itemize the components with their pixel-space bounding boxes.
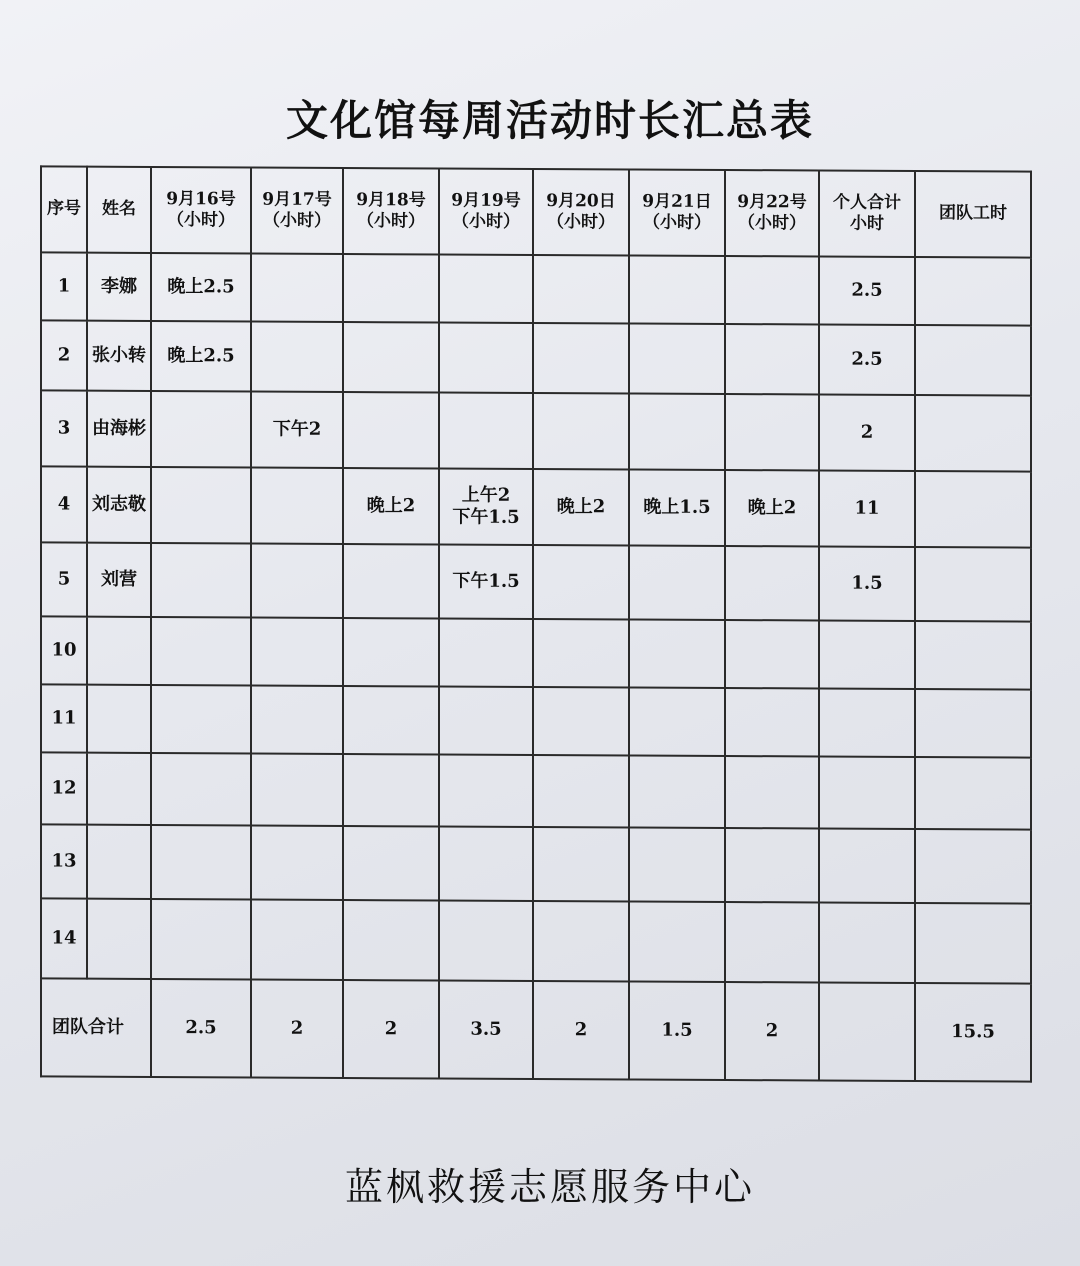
cell-sep21 bbox=[629, 323, 725, 394]
cell-sep17: 下午2 bbox=[251, 392, 343, 468]
cell-team-hours bbox=[915, 395, 1031, 472]
table-row bbox=[41, 616, 1031, 689]
cell-sep20 bbox=[533, 687, 629, 756]
cell-sep18 bbox=[343, 544, 439, 619]
cell-sep18 bbox=[343, 826, 439, 901]
cell-personal-total bbox=[819, 620, 915, 689]
cell-sep18 bbox=[343, 754, 439, 827]
header-sep18: 9月18号 （小时） bbox=[343, 168, 439, 255]
header-name: 姓名 bbox=[87, 167, 151, 253]
table-row bbox=[41, 824, 1031, 903]
cell-sep20 bbox=[533, 827, 629, 902]
cell-sep17 bbox=[251, 618, 343, 686]
total-sep16: 2.5 bbox=[151, 979, 251, 1078]
cell-sep16 bbox=[151, 391, 251, 468]
cell-sep16: 晚上2.5 bbox=[151, 321, 251, 392]
cell-sep22 bbox=[725, 828, 819, 902]
cell-team-hours bbox=[915, 903, 1031, 984]
cell-sep16 bbox=[151, 899, 251, 980]
total-personal bbox=[819, 982, 915, 1081]
cell-sep20 bbox=[533, 545, 629, 620]
cell-sep20 bbox=[533, 323, 629, 394]
cell-sep16 bbox=[151, 543, 251, 618]
cell-sep18 bbox=[343, 618, 439, 687]
organization-name: 蓝枫救援志愿服务中心 bbox=[344, 1165, 755, 1209]
row-seq: 10 bbox=[41, 616, 87, 684]
cell-sep17 bbox=[251, 900, 343, 980]
row-seq: 1 bbox=[41, 252, 87, 320]
table-row bbox=[41, 684, 1031, 757]
cell-sep17 bbox=[251, 686, 343, 754]
cell-sep16 bbox=[151, 825, 251, 900]
cell-sep20 bbox=[533, 393, 629, 470]
row-name: 刘营 bbox=[87, 543, 151, 617]
cell-sep17 bbox=[251, 544, 343, 618]
row-seq: 4 bbox=[41, 466, 87, 542]
header-sep17: 9月17号 （小时） bbox=[251, 168, 343, 254]
table-row bbox=[41, 542, 1031, 621]
total-sep17: 2 bbox=[251, 980, 343, 1078]
cell-sep19: 上午2 下午1.5 bbox=[439, 468, 533, 544]
cell-sep22 bbox=[725, 756, 819, 828]
cell-sep16 bbox=[151, 467, 251, 544]
table-row bbox=[41, 898, 1031, 983]
cell-sep22 bbox=[725, 902, 819, 982]
row-name: 由海彬 bbox=[87, 391, 151, 467]
cell-sep16: 晚上2.5 bbox=[151, 253, 251, 322]
cell-sep18 bbox=[343, 322, 439, 393]
row-seq: 3 bbox=[41, 390, 87, 466]
cell-sep20: 晚上2 bbox=[533, 469, 629, 546]
row-name bbox=[87, 899, 151, 979]
cell-sep22 bbox=[725, 620, 819, 688]
cell-sep17 bbox=[251, 826, 343, 900]
cell-sep19 bbox=[439, 686, 533, 754]
row-name: 刘志敬 bbox=[87, 467, 151, 543]
cell-sep19 bbox=[439, 900, 533, 980]
cell-sep21 bbox=[629, 619, 725, 688]
cell-sep19: 下午1.5 bbox=[439, 544, 533, 618]
cell-personal-total: 11 bbox=[819, 470, 915, 547]
cell-team-hours bbox=[915, 689, 1031, 758]
cell-sep18 bbox=[343, 900, 439, 981]
row-name: 张小转 bbox=[87, 321, 151, 391]
header-row bbox=[41, 166, 1031, 257]
document-title: 文化馆每周活动时长汇总表 bbox=[285, 96, 814, 145]
cell-team-hours bbox=[915, 757, 1031, 830]
cell-sep17 bbox=[251, 468, 343, 544]
row-name: 李娜 bbox=[87, 253, 151, 321]
totals-label: 团队合计 bbox=[41, 978, 151, 1077]
cell-sep17 bbox=[251, 254, 343, 322]
cell-sep19 bbox=[439, 618, 533, 686]
cell-personal-total bbox=[819, 756, 915, 829]
table-row bbox=[41, 390, 1031, 471]
cell-sep20 bbox=[533, 619, 629, 688]
header-personal-total: 个人合计 小时 bbox=[819, 170, 915, 257]
row-seq: 14 bbox=[41, 898, 87, 978]
table-row bbox=[41, 252, 1031, 325]
cell-sep16 bbox=[151, 753, 251, 826]
table-row bbox=[41, 466, 1031, 547]
header-sep20: 9月20日 （小时） bbox=[533, 169, 629, 256]
cell-sep21: 晚上1.5 bbox=[629, 469, 725, 546]
total-sep21: 1.5 bbox=[629, 981, 725, 1080]
cell-sep18: 晚上2 bbox=[343, 468, 439, 545]
cell-sep22 bbox=[725, 688, 819, 756]
total-team-hours: 15.5 bbox=[915, 983, 1031, 1082]
cell-sep21 bbox=[629, 393, 725, 470]
cell-personal-total: 2 bbox=[819, 394, 915, 471]
header-sep16: 9月16号 （小时） bbox=[151, 167, 251, 254]
row-seq: 11 bbox=[41, 684, 87, 752]
cell-sep22 bbox=[725, 256, 819, 324]
cell-team-hours bbox=[915, 547, 1031, 622]
cell-sep22 bbox=[725, 546, 819, 620]
row-seq: 13 bbox=[41, 824, 87, 898]
row-name bbox=[87, 825, 151, 899]
cell-team-hours bbox=[915, 829, 1031, 904]
cell-sep22 bbox=[725, 394, 819, 470]
cell-sep20 bbox=[533, 255, 629, 324]
cell-personal-total bbox=[819, 688, 915, 757]
cell-sep21 bbox=[629, 827, 725, 902]
total-sep18: 2 bbox=[343, 980, 439, 1079]
cell-sep17 bbox=[251, 754, 343, 826]
row-name bbox=[87, 753, 151, 825]
cell-sep21 bbox=[629, 901, 725, 982]
total-sep22: 2 bbox=[725, 982, 819, 1080]
cell-sep18 bbox=[343, 392, 439, 469]
table-row bbox=[41, 320, 1031, 395]
cell-sep20 bbox=[533, 755, 629, 828]
row-name bbox=[87, 617, 151, 685]
cell-team-hours bbox=[915, 325, 1031, 396]
header-sep22: 9月22号 （小时） bbox=[725, 170, 819, 256]
cell-sep19 bbox=[439, 754, 533, 826]
cell-sep20 bbox=[533, 901, 629, 982]
cell-sep19 bbox=[439, 392, 533, 468]
row-seq: 5 bbox=[41, 542, 87, 616]
header-sep21: 9月21日 （小时） bbox=[629, 169, 725, 256]
row-seq: 2 bbox=[41, 320, 87, 390]
cell-sep21 bbox=[629, 255, 725, 324]
cell-sep19 bbox=[439, 254, 533, 322]
cell-sep17 bbox=[251, 322, 343, 392]
cell-personal-total bbox=[819, 902, 915, 983]
total-sep20: 2 bbox=[533, 981, 629, 1080]
cell-sep19 bbox=[439, 322, 533, 392]
cell-team-hours bbox=[915, 471, 1031, 548]
cell-sep18 bbox=[343, 254, 439, 323]
cell-personal-total: 2.5 bbox=[819, 256, 915, 325]
cell-personal-total: 1.5 bbox=[819, 546, 915, 621]
header-sep19: 9月19号 （小时） bbox=[439, 168, 533, 254]
cell-sep21 bbox=[629, 755, 725, 828]
cell-sep19 bbox=[439, 826, 533, 900]
row-name bbox=[87, 685, 151, 753]
cell-sep22: 晚上2 bbox=[725, 470, 819, 546]
activity-hours-table bbox=[40, 165, 1032, 1082]
cell-sep16 bbox=[151, 685, 251, 754]
total-sep19: 3.5 bbox=[439, 980, 533, 1078]
totals-row bbox=[41, 978, 1031, 1081]
header-seq: 序号 bbox=[41, 166, 87, 252]
cell-personal-total: 2.5 bbox=[819, 324, 915, 395]
table-row bbox=[41, 752, 1031, 829]
cell-sep22 bbox=[725, 324, 819, 394]
cell-personal-total bbox=[819, 828, 915, 903]
cell-team-hours bbox=[915, 257, 1031, 326]
cell-sep16 bbox=[151, 617, 251, 686]
row-seq: 12 bbox=[41, 752, 87, 824]
cell-sep21 bbox=[629, 687, 725, 756]
cell-team-hours bbox=[915, 621, 1031, 690]
cell-sep18 bbox=[343, 686, 439, 755]
cell-sep21 bbox=[629, 545, 725, 620]
header-team-hours: 团队工时 bbox=[915, 171, 1031, 258]
